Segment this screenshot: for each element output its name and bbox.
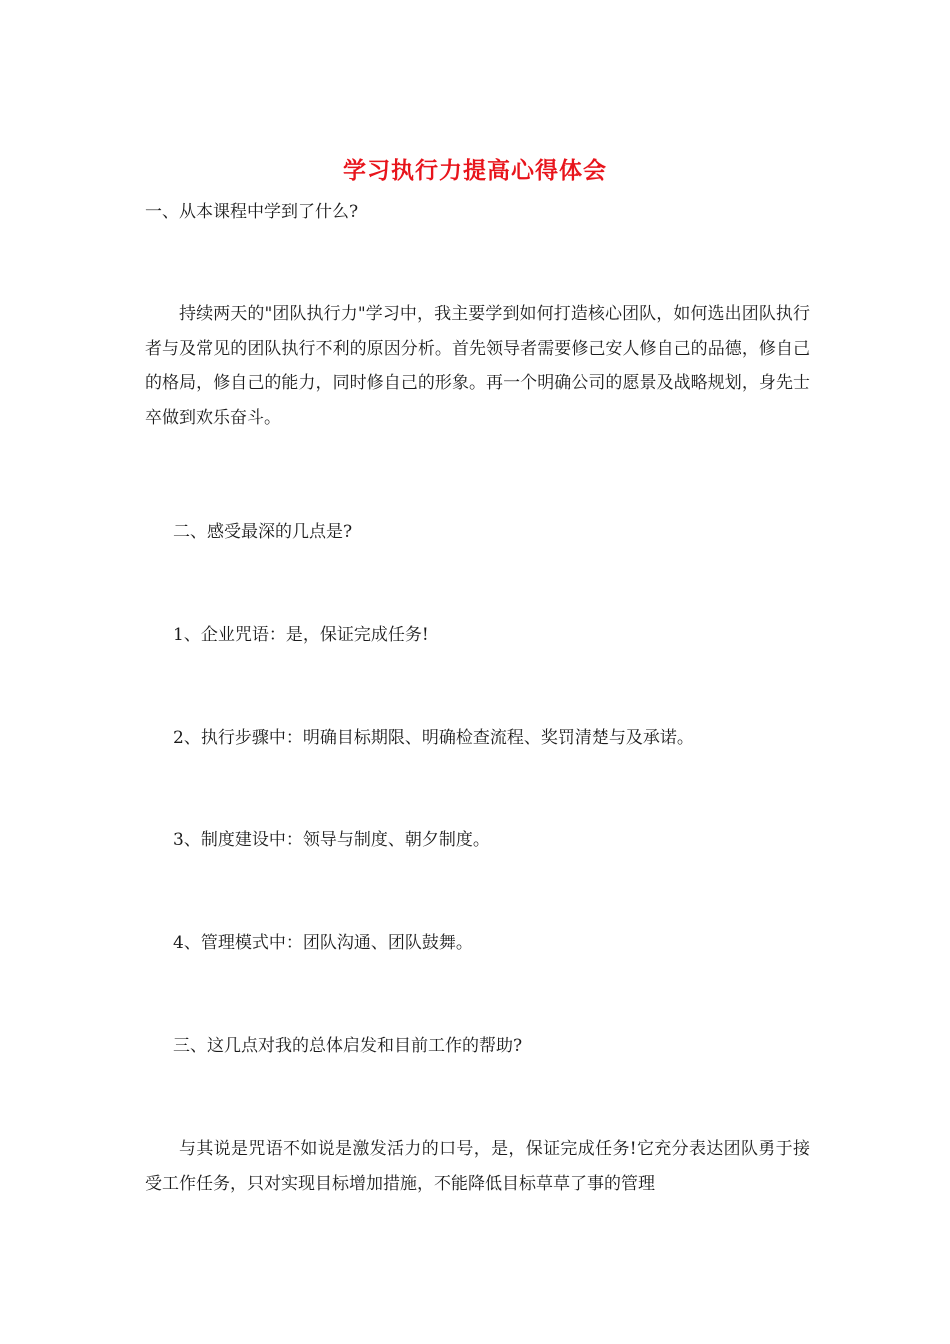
section3-heading: 三、这几点对我的总体启发和目前工作的帮助? (173, 1036, 523, 1056)
point-item-2: 2、执行步骤中：明确目标期限、明确检查流程、奖罚清楚与及承诺。 (173, 728, 694, 748)
section3-body: 与其说是咒语不如说是激发活力的口号，是，保证完成任务!它充分表达团队勇于接受工作任务，只对实现目标增加措施，不能降低目标草草了事的管理 (145, 1139, 810, 1194)
section1-body: 持续两天的"团队执行力"学习中，我主要学到如何打造核心团队，如何选出团队执行者与及常见的团队执行不利的原因分析。首先领导者需要修己安人修自己的品德，修自己的格局，修自己的能力，同时修自己的形象。再一个明确公司的愿景及战略规划，身先士卒做到欢乐奋斗。 (145, 304, 810, 428)
section1-heading: 一、从本课程中学到了什么? (145, 202, 359, 222)
point-item-4: 4、管理模式中：团队沟通、团队鼓舞。 (173, 933, 473, 953)
section2-heading: 二、感受最深的几点是? (173, 522, 353, 542)
document-title: 学习执行力提高心得体会 (343, 158, 607, 184)
point-item-1: 1、企业咒语：是，保证完成任务! (173, 625, 429, 645)
point-item-3: 3、制度建设中：领导与制度、朝夕制度。 (173, 830, 490, 850)
